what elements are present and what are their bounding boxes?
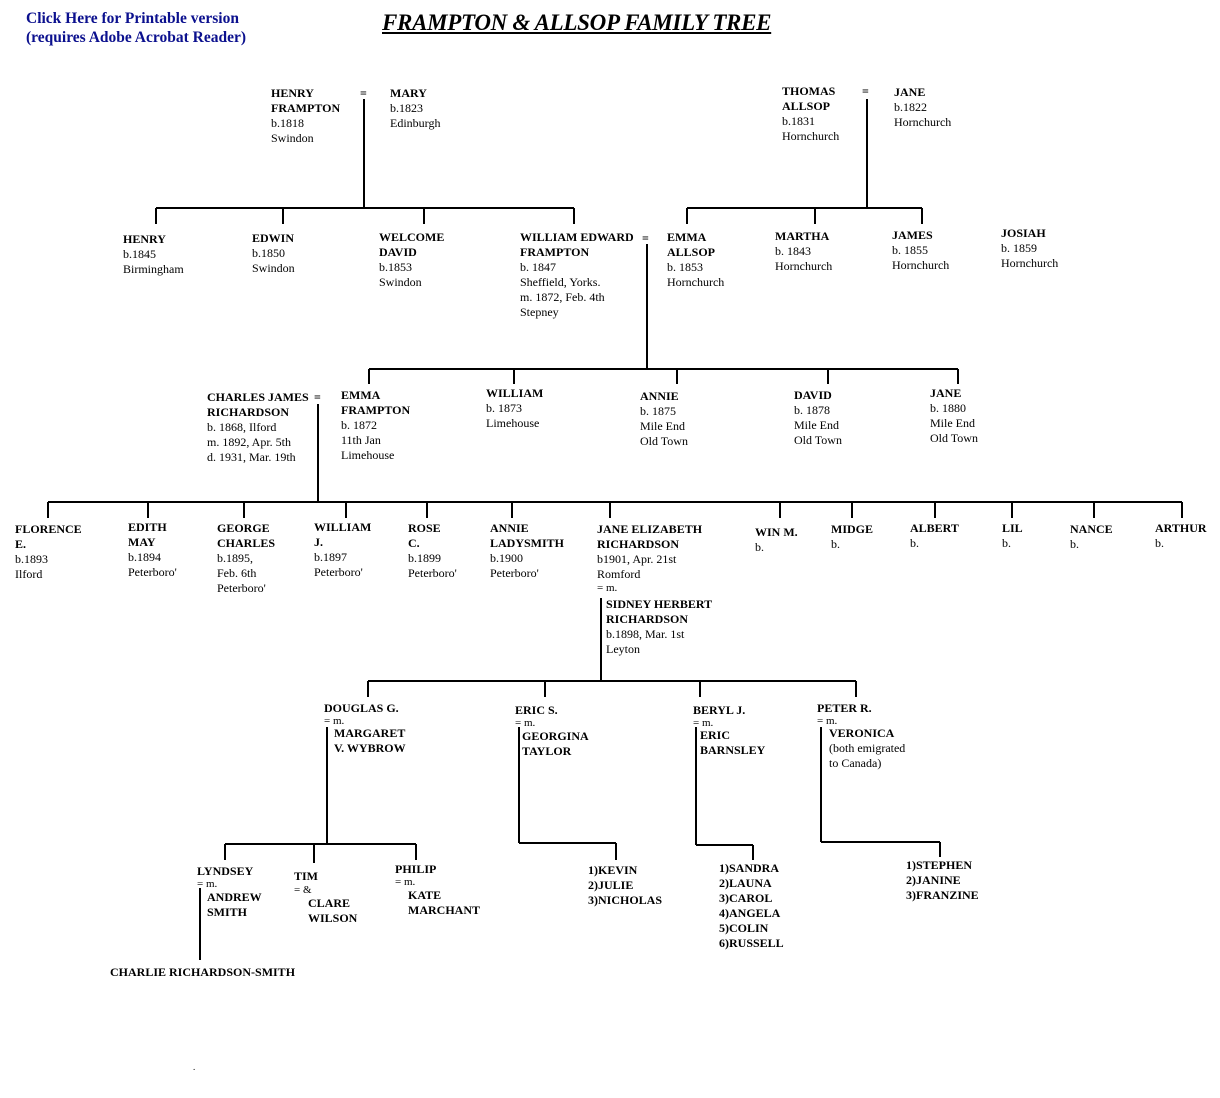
person-name: WELCOME	[379, 230, 445, 244]
person-eric-barnsley	[700, 728, 765, 758]
person-name: HENRY	[123, 232, 166, 246]
person-detail: b.1831	[782, 114, 815, 128]
person-name: PETER R.	[817, 701, 872, 715]
person-detail: m. 1892, Apr. 5th	[207, 435, 292, 449]
person-detail: = &	[294, 884, 312, 896]
person-florence	[15, 522, 82, 582]
person-detail: Hornchurch	[892, 258, 950, 272]
person-detail: = m.	[324, 715, 345, 727]
person-detail: b. 1847	[520, 260, 556, 274]
person-detail: b.1845	[123, 247, 156, 261]
person-detail: Old Town	[794, 433, 842, 447]
marriage-symbol: =	[862, 84, 869, 98]
stray-mark: .	[193, 1062, 196, 1072]
person-name: RICHARDSON	[606, 612, 689, 626]
person-veronica	[829, 726, 905, 771]
person-name: KATE	[408, 888, 442, 902]
person-detail: Peterboro'	[490, 566, 539, 580]
person-lyndsey	[197, 864, 253, 889]
person-name: BARNSLEY	[700, 743, 766, 757]
person-name: ALBERT	[910, 521, 959, 535]
person-detail: b. 1873	[486, 401, 522, 415]
person-detail: Swindon	[271, 131, 314, 145]
child-name: 5)COLIN	[719, 921, 769, 935]
person-jane-elizabeth-richardson	[597, 522, 702, 594]
person-detail: b. 1875	[640, 404, 676, 418]
person-detail: Leyton	[606, 642, 640, 656]
person-detail: b.1900	[490, 551, 523, 565]
person-henry-frampton-sr	[271, 86, 340, 146]
person-name: WILLIAM	[314, 520, 372, 534]
child-name: 4)ANGELA	[719, 906, 781, 920]
person-detail: Sheffield, Yorks.	[520, 275, 601, 289]
child-name: 1)STEPHEN	[906, 858, 973, 872]
person-detail: Hornchurch	[667, 275, 725, 289]
person-name: ERIC S.	[515, 703, 558, 717]
marriage-symbol: =	[360, 86, 367, 100]
person-name: ROSE	[408, 521, 441, 535]
person-name: MARGARET	[334, 726, 406, 740]
person-name: SMITH	[207, 905, 248, 919]
person-name: FRAMPTON	[271, 101, 341, 115]
person-name: SIDNEY HERBERT	[606, 597, 713, 611]
person-detail: Peterboro'	[128, 565, 177, 579]
person-clare-wilson	[308, 896, 357, 926]
child-name: 2)JULIE	[588, 878, 634, 892]
person-detail: Mile End	[794, 418, 839, 432]
person-detail: b.1897	[314, 550, 347, 564]
page-title: FRAMPTON & ALLSOP FAMILY TREE	[382, 10, 772, 35]
person-name: MAY	[128, 535, 156, 549]
person-kate-marchant	[408, 888, 480, 918]
person-detail: = m.	[597, 582, 618, 594]
person-name: RICHARDSON	[207, 405, 290, 419]
person-detail: b.	[755, 540, 764, 554]
person-detail: b.1893	[15, 552, 48, 566]
child-name: 1)KEVIN	[588, 863, 638, 877]
person-beryl-j	[693, 703, 745, 728]
person-name: MARTHA	[775, 229, 830, 243]
person-charles-james-richardson	[207, 390, 309, 465]
person-detail: = m.	[395, 876, 416, 888]
person-jane-1880	[930, 386, 978, 446]
person-detail: b1901, Apr. 21st	[597, 552, 677, 566]
child-name: 6)RUSSELL	[719, 936, 784, 950]
person-james	[892, 228, 949, 273]
person-name: JAMES	[892, 228, 933, 242]
person-detail: to Canada)	[829, 756, 882, 770]
person-name: CHARLES	[217, 536, 276, 550]
person-detail: b. 1878	[794, 403, 830, 417]
person-midge	[831, 522, 873, 552]
person-william-j	[314, 520, 371, 580]
person-albert	[910, 521, 959, 551]
person-name: GEORGE	[217, 521, 270, 535]
person-detail: Feb. 6th	[217, 566, 257, 580]
child-name: 3)FRANZINE	[906, 888, 979, 902]
person-detail: = m.	[817, 715, 838, 727]
child-name: 2)LAUNA	[719, 876, 772, 890]
person-detail: b.1899	[408, 551, 441, 565]
person-detail: b.	[1070, 537, 1079, 551]
person-name: EDITH	[128, 520, 167, 534]
person-name: VERONICA	[829, 726, 895, 740]
person-david	[794, 388, 842, 448]
person-name: LADYSMITH	[490, 536, 565, 550]
person-peter-r	[817, 701, 872, 726]
person-annie-ladysmith	[490, 521, 564, 581]
person-detail: b.	[831, 537, 840, 551]
person-nance	[1070, 522, 1113, 552]
person-annie	[640, 389, 688, 449]
person-name: CHARLES JAMES	[207, 390, 309, 404]
person-name: FLORENCE	[15, 522, 82, 536]
child-name: 2)JANINE	[906, 873, 961, 887]
person-detail: = m.	[515, 717, 536, 729]
person-detail: Hornchurch	[775, 259, 833, 273]
person-name: LYNDSEY	[197, 864, 254, 878]
person-josiah	[1001, 226, 1058, 271]
person-douglas-g	[324, 701, 399, 726]
person-name: ERIC	[700, 728, 731, 742]
person-philip	[395, 862, 436, 887]
person-henry-jr	[123, 232, 184, 277]
marriage-symbol: =	[314, 390, 321, 404]
person-detail: Romford	[597, 567, 641, 581]
person-name: EMMA	[667, 230, 707, 244]
person-detail: b. 1859	[1001, 241, 1037, 255]
person-name: ALLSOP	[782, 99, 831, 113]
person-charlie-richardson-smith	[110, 965, 295, 980]
printable-link-line-1[interactable]: Click Here for Printable version	[26, 10, 239, 27]
person-win-m	[755, 525, 798, 555]
person-detail: b. 1843	[775, 244, 811, 258]
person-sidney-herbert-richardson	[606, 597, 712, 657]
person-jane-allsop	[894, 85, 951, 130]
person-detail: = m.	[197, 878, 218, 890]
person-detail: b.	[1002, 536, 1011, 550]
person-detail: Old Town	[640, 434, 688, 448]
person-name: EMMA	[341, 388, 381, 402]
person-name: MARY	[390, 86, 427, 100]
person-name: DAVID	[794, 388, 832, 402]
person-name: FRAMPTON	[341, 403, 411, 417]
person-name: E.	[15, 537, 27, 551]
person-name: V. WYBROW	[334, 741, 406, 755]
child-name: 1)SANDRA	[719, 861, 779, 875]
person-name: J.	[314, 535, 323, 549]
person-detail: Mile End	[930, 416, 975, 430]
person-detail: b.1898, Mar. 1st	[606, 627, 685, 641]
person-name: WILSON	[308, 911, 358, 925]
person-detail: Hornchurch	[894, 115, 952, 129]
person-detail: Hornchurch	[1001, 256, 1059, 270]
person-detail: b.1850	[252, 246, 285, 260]
person-name: EDWIN	[252, 231, 295, 245]
person-detail: Mile End	[640, 419, 685, 433]
person-mary	[390, 86, 440, 131]
person-name: DAVID	[379, 245, 417, 259]
person-detail: b.1895,	[217, 551, 253, 565]
children-of-peter-r	[906, 858, 979, 903]
person-detail: b. 1872	[341, 418, 377, 432]
person-name: ANNIE	[640, 389, 679, 403]
person-rose-c	[408, 521, 457, 581]
person-detail: = m.	[693, 717, 714, 729]
person-detail: b.1823	[390, 101, 423, 115]
person-arthur	[1155, 521, 1207, 551]
person-edith-may	[128, 520, 177, 580]
person-detail: Swindon	[379, 275, 422, 289]
person-detail: Peterboro'	[408, 566, 457, 580]
person-name: JANE	[930, 386, 962, 400]
person-name: WILLIAM EDWARD	[520, 230, 634, 244]
person-emma-allsop	[667, 230, 724, 290]
person-name: THOMAS	[782, 84, 836, 98]
person-detail: b. 1855	[892, 243, 928, 257]
person-detail: Edinburgh	[390, 116, 441, 130]
person-detail: b. 1868, Ilford	[207, 420, 277, 434]
person-name: ANDREW	[207, 890, 262, 904]
person-lil	[1002, 521, 1023, 551]
person-margaret-v-wybrow	[334, 726, 406, 756]
person-name: BERYL J.	[693, 703, 746, 717]
person-detail: Peterboro'	[314, 565, 363, 579]
person-william	[486, 386, 543, 431]
person-edwin	[252, 231, 295, 276]
person-name: JANE	[894, 85, 926, 99]
person-georgina-taylor	[522, 729, 589, 759]
person-detail: b.1894	[128, 550, 161, 564]
person-detail: Peterboro'	[217, 581, 266, 595]
person-name: NANCE	[1070, 522, 1113, 536]
person-name: DOUGLAS G.	[324, 701, 399, 715]
person-detail: b. 1853	[667, 260, 703, 274]
person-name: LIL	[1002, 521, 1023, 535]
person-tim	[294, 869, 318, 896]
person-thomas-allsop	[782, 84, 839, 144]
person-andrew-smith	[207, 890, 262, 920]
person-detail: d. 1931, Mar. 19th	[207, 450, 296, 464]
person-name: ANNIE	[490, 521, 529, 535]
person-detail: Swindon	[252, 261, 295, 275]
person-george-charles	[217, 521, 275, 596]
person-detail: m. 1872, Feb. 4th	[520, 290, 605, 304]
person-detail: b.	[1155, 536, 1164, 550]
marriage-symbol: =	[642, 231, 649, 245]
printable-link-line-2[interactable]: (requires Adobe Acrobat Reader)	[26, 29, 246, 46]
person-name: TAYLOR	[522, 744, 572, 758]
person-name: C.	[408, 536, 420, 550]
person-name: WILLIAM	[486, 386, 544, 400]
person-name: HENRY	[271, 86, 314, 100]
person-martha	[775, 229, 832, 274]
person-detail: b.1822	[894, 100, 927, 114]
child-name: 3)NICHOLAS	[588, 893, 663, 907]
person-name: ARTHUR	[1155, 521, 1207, 535]
person-detail: Limehouse	[486, 416, 540, 430]
person-william-edward-frampton	[520, 230, 634, 320]
person-welcome-david	[379, 230, 444, 290]
person-eric-s	[515, 703, 558, 728]
person-detail: b.1853	[379, 260, 412, 274]
person-name: CLARE	[308, 896, 351, 910]
person-name: ALLSOP	[667, 245, 716, 259]
person-name: WIN M.	[755, 525, 798, 539]
person-name: TIM	[294, 869, 318, 883]
person-detail: b.	[910, 536, 919, 550]
person-detail: Ilford	[15, 567, 43, 581]
child-name: 3)CAROL	[719, 891, 773, 905]
person-detail: 11th Jan	[341, 433, 381, 447]
person-detail: Birmingham	[123, 262, 184, 276]
person-name: RICHARDSON	[597, 537, 680, 551]
person-name: CHARLIE RICHARDSON-SMITH	[110, 965, 296, 979]
person-name: FRAMPTON	[520, 245, 590, 259]
person-detail: Old Town	[930, 431, 978, 445]
person-detail: b.1818	[271, 116, 304, 130]
person-emma-frampton	[341, 388, 410, 463]
person-detail: (both emigrated	[829, 741, 906, 755]
person-detail: Stepney	[520, 305, 559, 319]
person-detail: b. 1880	[930, 401, 966, 415]
person-name: MIDGE	[831, 522, 873, 536]
person-name: JOSIAH	[1001, 226, 1046, 240]
person-detail: Limehouse	[341, 448, 395, 462]
person-name: MARCHANT	[408, 903, 480, 917]
children-of-eric-s	[588, 863, 662, 908]
person-name: PHILIP	[395, 862, 437, 876]
person-name: GEORGINA	[522, 729, 589, 743]
children-of-beryl-j	[719, 861, 784, 951]
person-name: JANE ELIZABETH	[597, 522, 703, 536]
person-detail: Hornchurch	[782, 129, 840, 143]
